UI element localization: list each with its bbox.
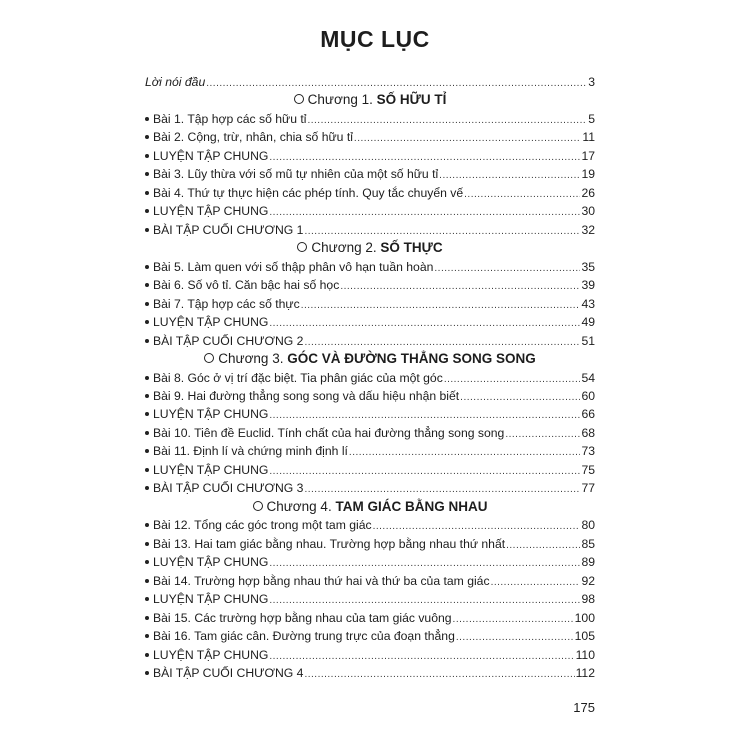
- toc-entry[interactable]: [145, 184, 595, 202]
- entry-label: [145, 461, 268, 479]
- toc-entry[interactable]: [145, 590, 595, 608]
- bullet-icon: [145, 486, 149, 490]
- bullet-icon: [145, 228, 149, 232]
- entry-page: 60: [581, 388, 595, 403]
- entry-page: 75: [581, 462, 595, 477]
- toc-entry[interactable]: [145, 461, 595, 479]
- bullet-icon: [145, 634, 149, 638]
- chapter-number: Chương 2.: [311, 240, 377, 256]
- toc-entry[interactable]: [145, 553, 595, 571]
- chapter-heading: [145, 350, 595, 368]
- entry-label: [145, 627, 455, 645]
- entry-page: 85: [581, 536, 595, 551]
- entry-page: 98: [581, 592, 595, 607]
- bullet-icon: [145, 339, 149, 343]
- bullet-icon: [145, 135, 149, 139]
- entry-page: 11: [582, 130, 595, 145]
- entry-page: 92: [581, 573, 595, 588]
- bullet-icon: [145, 616, 149, 620]
- dot-leader: [506, 537, 580, 555]
- entry-title: LUYỆN TẬP CHUNG: [153, 148, 269, 163]
- entry-label: [145, 295, 300, 313]
- bullet-icon: [145, 412, 149, 416]
- bullet-icon: [145, 653, 149, 657]
- entry-label: [145, 553, 268, 571]
- bullet-icon: [145, 542, 149, 546]
- entry-label: [145, 387, 459, 405]
- entry-title: LUYỆN TẬP CHUNG: [153, 647, 269, 662]
- entry-label: [145, 369, 443, 387]
- entry-page: 5: [588, 111, 595, 126]
- entry-label: [145, 147, 268, 165]
- entry-page: 100: [574, 610, 595, 625]
- entry-label: [145, 258, 433, 276]
- bullet-icon: [145, 468, 149, 472]
- dot-leader: [444, 371, 581, 389]
- toc-entry[interactable]: [145, 313, 595, 331]
- entry-title: BÀI TẬP CUỐI CHƯƠNG 3: [153, 481, 304, 496]
- toc-entry[interactable]: [145, 221, 595, 239]
- entry-page: 51: [581, 333, 595, 348]
- entry-label: [145, 313, 268, 331]
- entry-page: 54: [581, 370, 595, 385]
- entry-page: 112: [575, 666, 595, 680]
- dot-leader: [464, 186, 580, 204]
- toc-entry[interactable]: [145, 424, 595, 442]
- entry-title: BÀI TẬP CUỐI CHƯƠNG 2: [153, 333, 304, 348]
- entry-page: 105: [574, 629, 595, 644]
- toc-entry[interactable]: [145, 387, 595, 405]
- dot-leader: [456, 629, 574, 647]
- entry-title: BÀI TẬP CUỐI CHƯƠNG 4: [153, 666, 304, 680]
- entry-label: [145, 424, 504, 442]
- bullet-icon: [145, 394, 149, 398]
- toc-entry[interactable]: [145, 646, 595, 664]
- entry-label: [145, 110, 306, 128]
- entry-title: Bài 16. Tam giác cân. Đường trung trực của đoạn thẳng: [153, 629, 455, 644]
- entry-label: [145, 590, 268, 608]
- bullet-icon: [145, 117, 149, 121]
- entry-page: 80: [581, 518, 595, 533]
- dot-leader: [269, 315, 580, 333]
- entry-label: [145, 202, 268, 220]
- entry-page: 26: [581, 185, 595, 200]
- chapter-title: GÓC VÀ ĐƯỜNG THẲNG SONG SONG: [287, 351, 536, 367]
- entry-label: [145, 646, 268, 664]
- entry-label: [145, 221, 303, 239]
- toc-entry[interactable]: [145, 110, 595, 128]
- toc-entry[interactable]: [145, 516, 595, 534]
- entry-title: Bài 2. Cộng, trừ, nhân, chia số hữu tỉ: [153, 130, 353, 145]
- toc-entry[interactable]: [145, 202, 595, 220]
- dot-leader: [269, 648, 574, 666]
- entry-title: Bài 3. Lũy thừa với số mũ tự nhiên của một số hữu tỉ: [153, 167, 439, 182]
- entry-label: [145, 184, 463, 202]
- circle-icon: [253, 501, 263, 511]
- entry-title: Bài 11. Định lí và chứng minh định lí: [153, 444, 348, 459]
- entry-title: LUYỆN TẬP CHUNG: [153, 407, 269, 422]
- entry-title: Bài 10. Tiên đề Euclid. Tính chất của hai đường thẳng song song: [153, 425, 505, 440]
- chapter-title: TAM GIÁC BẰNG NHAU: [335, 498, 488, 514]
- page-number: 175: [573, 700, 595, 715]
- dot-leader: [505, 426, 580, 444]
- entry-title: Bài 7. Tập hợp các số thực: [153, 296, 300, 311]
- toc-entry[interactable]: [145, 442, 595, 460]
- entry-label: [145, 73, 205, 91]
- chapter-heading: [145, 498, 595, 516]
- bullet-icon: [145, 449, 149, 453]
- toc-entry[interactable]: [145, 664, 595, 682]
- dot-leader: [460, 389, 580, 407]
- circle-icon: [294, 94, 304, 104]
- chapter-title: SỐ HỮU TỈ: [376, 92, 447, 108]
- toc-entry[interactable]: [145, 405, 595, 423]
- toc-entry[interactable]: [145, 147, 595, 165]
- toc-entry[interactable]: [145, 535, 595, 553]
- entry-title: Bài 13. Hai tam giác bằng nhau. Trường hợp bằng nhau thứ nhất: [153, 536, 506, 551]
- entry-page: 89: [581, 555, 595, 570]
- entry-title: Bài 14. Trường hợp bằng nhau thứ hai và thứ ba của tam giác: [153, 573, 490, 588]
- bullet-icon: [145, 283, 149, 287]
- dot-leader: [491, 574, 581, 592]
- entry-page: 17: [581, 148, 595, 163]
- dot-leader: [349, 444, 581, 462]
- chapter-heading: [145, 239, 595, 257]
- entry-page: 35: [581, 259, 595, 274]
- toc-entry[interactable]: [145, 73, 595, 91]
- bullet-icon: [145, 302, 149, 306]
- entry-title: LUYỆN TẬP CHUNG: [153, 315, 269, 330]
- dot-leader: [269, 204, 580, 222]
- chapter-number: Chương 4.: [266, 498, 332, 514]
- entry-title: Bài 8. Góc ở vị trí đặc biệt. Tia phân giác của một góc: [153, 370, 443, 385]
- toc-entry[interactable]: [145, 258, 595, 276]
- entry-page: 66: [581, 407, 595, 422]
- entry-page: 49: [581, 315, 595, 330]
- dot-leader: [354, 130, 581, 148]
- entry-label: [145, 128, 353, 146]
- circle-icon: [297, 242, 307, 252]
- chapter-title: SỐ THỰC: [380, 240, 443, 256]
- entry-label: [145, 165, 438, 183]
- toc-entry[interactable]: [145, 479, 595, 497]
- entry-page: 110: [575, 647, 595, 662]
- chapter-number: Chương 1.: [307, 92, 373, 108]
- entry-page: 32: [581, 222, 595, 237]
- entry-title: Bài 5. Làm quen với số thập phân vô hạn tuần hoàn: [153, 259, 434, 274]
- bullet-icon: [145, 523, 149, 527]
- bullet-icon: [145, 154, 149, 158]
- entry-title: Bài 15. Các trường hợp bằng nhau của tam giác vuông: [153, 610, 452, 625]
- bullet-icon: [145, 320, 149, 324]
- entry-page: 39: [581, 278, 595, 293]
- bullet-icon: [145, 265, 149, 269]
- entry-label: [145, 479, 303, 497]
- bullet-icon: [145, 431, 149, 435]
- dot-leader: [304, 666, 574, 684]
- entry-page: 43: [581, 296, 595, 311]
- entry-page: 77: [581, 481, 595, 496]
- toc-entry[interactable]: [145, 572, 595, 590]
- chapter-heading: [145, 91, 595, 109]
- circle-icon: [204, 353, 214, 363]
- page-title: MỤC LỤC: [320, 26, 430, 52]
- entry-label: [145, 332, 303, 350]
- dot-leader: [340, 278, 580, 296]
- bullet-icon: [145, 376, 149, 380]
- entry-label: [145, 405, 268, 423]
- bullet-icon: [145, 209, 149, 213]
- entry-label: [145, 535, 505, 553]
- bullet-icon: [145, 671, 149, 675]
- entry-label: [145, 516, 372, 534]
- entry-title: LUYỆN TẬP CHUNG: [153, 204, 269, 219]
- dot-leader: [434, 260, 580, 278]
- dot-leader: [269, 463, 580, 481]
- bullet-icon: [145, 579, 149, 583]
- entry-page: 73: [581, 444, 595, 459]
- entry-title: Bài 4. Thứ tự thực hiện các phép tính. Quy tắc chuyển vế: [153, 185, 464, 200]
- toc-entry[interactable]: [145, 128, 595, 146]
- dot-leader: [453, 611, 574, 629]
- entry-label: [145, 609, 452, 627]
- toc-entry[interactable]: [145, 332, 595, 350]
- entry-page: 30: [581, 204, 595, 219]
- toc-entry[interactable]: [145, 295, 595, 313]
- bullet-icon: [145, 597, 149, 601]
- bullet-icon: [145, 560, 149, 564]
- entry-title: Bài 1. Tập hợp các số hữu tỉ: [153, 111, 307, 126]
- entry-title: BÀI TẬP CUỐI CHƯƠNG 1: [153, 222, 304, 237]
- entry-page: 68: [581, 425, 595, 440]
- toc-entry[interactable]: [145, 609, 595, 627]
- entry-title: Lời nói đầu: [145, 75, 206, 89]
- dot-leader: [301, 297, 581, 315]
- entry-title: Bài 12. Tổng các góc trong một tam giác: [153, 518, 372, 533]
- toc-entry[interactable]: [145, 627, 595, 645]
- entry-label: [145, 276, 339, 294]
- entry-label: [145, 442, 348, 460]
- entry-title: Bài 9. Hai đường thẳng song song và dấu hiệu nhận biết: [153, 388, 460, 403]
- chapter-number: Chương 3.: [218, 351, 284, 367]
- table-of-contents: [145, 73, 595, 682]
- entry-title: LUYỆN TẬP CHUNG: [153, 462, 269, 477]
- entry-title: LUYỆN TẬP CHUNG: [153, 555, 269, 570]
- entry-page: 3: [588, 75, 595, 89]
- entry-title: LUYỆN TẬP CHUNG: [153, 592, 269, 607]
- entry-label: [145, 572, 490, 590]
- toc-entry[interactable]: [145, 276, 595, 294]
- entry-page: 19: [581, 167, 595, 182]
- entry-title: Bài 6. Số vô tỉ. Căn bậc hai số học: [153, 278, 340, 293]
- toc-entry[interactable]: [145, 165, 595, 183]
- bullet-icon: [145, 191, 149, 195]
- bullet-icon: [145, 172, 149, 176]
- entry-label: [145, 664, 303, 682]
- toc-entry[interactable]: [145, 369, 595, 387]
